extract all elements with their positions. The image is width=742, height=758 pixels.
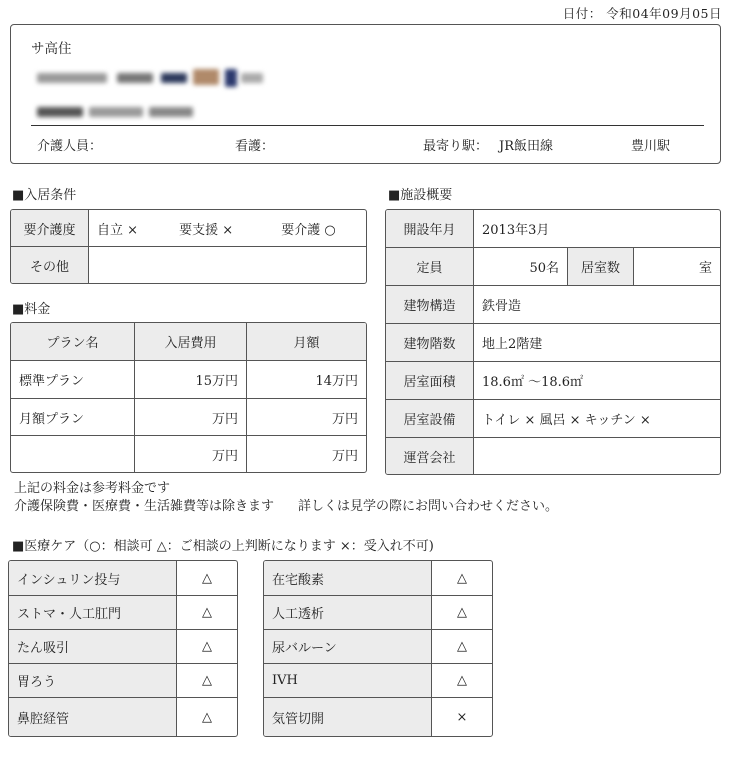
entry-fee: 万円: [135, 436, 247, 472]
operator-label: 運営会社: [386, 438, 474, 474]
care-item-label: 人工透析: [264, 596, 432, 630]
plan-name: 標準プラン: [11, 361, 135, 399]
facility-header: [10, 24, 721, 164]
station-name: 豊川駅: [631, 139, 671, 154]
table-row: [264, 698, 492, 736]
care-item-mark: △: [177, 630, 237, 664]
operator-value: [474, 438, 720, 474]
table-row: [11, 361, 366, 399]
floors-label: 建物階数: [386, 324, 474, 362]
area-label: 居室面積: [386, 362, 474, 400]
admission-title: ■入居条件: [12, 188, 77, 203]
care-item-label: 胃ろう: [9, 664, 177, 698]
entry-fee: 15万円: [135, 361, 247, 399]
monthly-fee: 14万円: [247, 361, 366, 399]
table-row: [264, 630, 492, 664]
care-level-care: 要介護 ○: [281, 222, 336, 238]
care-item-label: たん吸引: [9, 630, 177, 664]
medical-table-left: [8, 560, 238, 737]
plan-name: 月額プラン: [11, 399, 135, 436]
facility-type: サ高住: [31, 41, 72, 57]
rooms-value: 室: [634, 248, 720, 286]
care-level-independent: 自立 ×: [97, 222, 139, 238]
nearest-station-label: 最寄り駅：: [423, 139, 489, 154]
table-row: [264, 596, 492, 630]
care-item-mark: △: [177, 561, 237, 596]
capacity-value: 50名: [474, 248, 568, 286]
monthly-fee: 万円: [331, 448, 358, 464]
fee-notes: [14, 480, 558, 516]
header-divider: [31, 125, 704, 126]
rooms-label: 居室数: [568, 248, 634, 286]
facility-title: ■施設概要: [388, 188, 453, 203]
floors-value: 地上2階建: [474, 324, 720, 362]
care-level-support: 要支援 ×: [179, 222, 234, 238]
note-line-1: 上記の料金は参考料金です: [14, 481, 171, 496]
medical-table-right: [263, 560, 493, 737]
care-item-mark: △: [432, 664, 492, 698]
other-label: その他: [11, 247, 89, 283]
entry-fee: 万円: [135, 399, 247, 436]
equipment-value: トイレ × 風呂 × キッチン ×: [474, 400, 720, 438]
capacity-label: 定員: [386, 248, 474, 286]
table-row: [9, 596, 237, 630]
area-value: 18.6㎡ ～18.6㎡: [474, 362, 720, 400]
table-row: [9, 698, 237, 736]
fees-title: ■料金: [12, 302, 51, 317]
care-item-mark: △: [432, 561, 492, 596]
equipment-label: 居室設備: [386, 400, 474, 438]
other-value: [89, 247, 366, 283]
care-item-label: 鼻腔経管: [9, 698, 177, 736]
care-level-values: [89, 210, 366, 247]
care-item-label: IVH: [264, 664, 432, 698]
document-date: 日付： 令和04年09月05日: [562, 6, 722, 21]
fees-header-plan: プラン名: [11, 323, 135, 361]
care-item-mark: △: [432, 630, 492, 664]
fees-table: [10, 322, 367, 473]
care-item-label: 尿バルーン: [264, 630, 432, 664]
care-level-label: 要介護度: [11, 210, 89, 247]
facility-table: [385, 209, 721, 475]
care-item-mark: △: [177, 664, 237, 698]
table-row: [9, 630, 237, 664]
table-row: [11, 436, 366, 472]
fees-header-monthly: 月額: [247, 323, 366, 361]
admission-table: [10, 209, 367, 284]
structure-label: 建物構造: [386, 286, 474, 324]
plan-name: [11, 436, 135, 472]
structure-value: 鉄骨造: [474, 286, 720, 324]
care-item-label: 在宅酸素: [264, 561, 432, 596]
table-row: [9, 664, 237, 698]
care-staff-label: 介護人員：: [37, 139, 103, 154]
opened-label: 開設年月: [386, 210, 474, 248]
care-item-mark: ×: [456, 709, 468, 725]
table-row: [264, 664, 492, 698]
care-item-label: インシュリン投与: [9, 561, 177, 596]
station-line: JR飯田線: [499, 139, 553, 154]
medical-title: ■医療ケア（○：相談可 △：ご相談の上判断になります ×：受入れ不可): [12, 539, 434, 554]
note-line-2b: 詳しくは見学の際にお問い合わせください。: [298, 499, 559, 514]
note-line-2: [14, 498, 558, 516]
care-item-mark: △: [202, 709, 212, 725]
care-item-label: ストマ・人工肛門: [9, 596, 177, 630]
nursing-label: 看護：: [235, 139, 275, 154]
fees-header-entry: 入居費用: [135, 323, 247, 361]
note-line-2a: 介護保険費・医療費・生活雑費等は除きます: [14, 499, 275, 514]
table-row: [11, 399, 366, 436]
opened-value: 2013年3月: [474, 210, 720, 248]
care-item-mark: △: [432, 596, 492, 630]
table-row: [9, 561, 237, 596]
care-item-label: 気管切開: [264, 698, 432, 736]
care-item-mark: △: [177, 596, 237, 630]
monthly-fee: 万円: [247, 399, 366, 436]
table-row: [264, 561, 492, 596]
